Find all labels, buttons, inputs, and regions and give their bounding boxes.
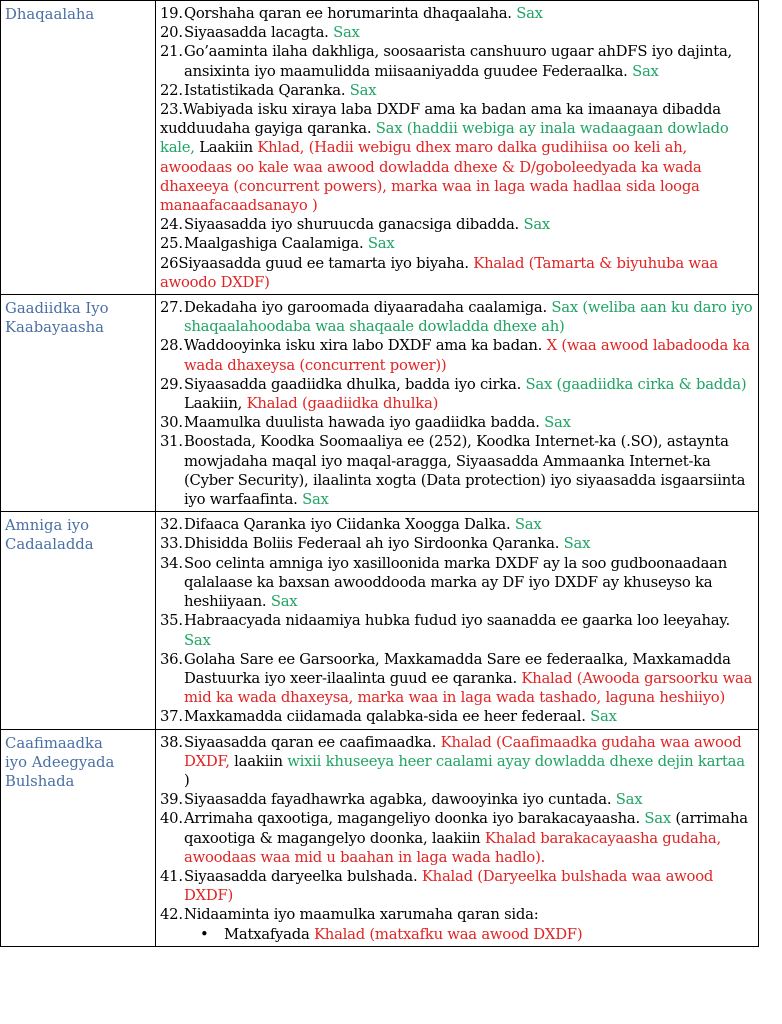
item-text xyxy=(184,733,754,791)
item-number: 27. xyxy=(160,299,188,317)
list-item xyxy=(160,534,754,553)
verdict-correct: Sax xyxy=(590,708,617,726)
list-item xyxy=(160,554,754,612)
list-item xyxy=(160,375,754,413)
item-text xyxy=(184,515,754,534)
verdict-correct: wixii khuseeya heer caalami ayay dowladda dhexe dejin kartaa xyxy=(287,752,745,770)
item-number: 28. xyxy=(160,337,183,355)
item-number: 21. xyxy=(160,43,188,61)
verdict-incorrect: Khalad barakacayaasha gudaha, awoodaas waa mid u baahan in laga wada hadlo). xyxy=(184,829,721,866)
verdict-incorrect: Khlad, (Hadii webigu dhex maro dalka gudihiisa oo keli ah, awoodaas oo kale waa awood dowladda dhexe & D/goboleedyada ka wada dhaxeeya (concurrent powers), marka waa in laga wada hadlaa sida looga manaafacaadsanayo ) xyxy=(160,139,702,215)
list-item xyxy=(160,42,754,80)
item-number: 38. xyxy=(160,733,183,751)
list-item xyxy=(160,611,754,649)
item-text-segment: Go’aaminta ilaha dakhliga, soosaarista canshuuro ugaar ahDFS iyo dajinta, ansixinta iyo maamulidda miisaaniyadda guudee Federaalka. xyxy=(184,43,732,80)
item-text-segment: Nidaaminta iyo maamulka xarumaha qaran sida: xyxy=(184,906,539,924)
category-cell xyxy=(1,1,156,295)
item-text xyxy=(184,4,754,23)
item-text-segment: Soo celinta amniga iyo xasilloonida marka DXDF ay la soo gudboonaadaan qalalaase ka baxsan awooddooda marka ay DF iyo DXDF ay khuseyso ka heshiiyaan. xyxy=(184,554,728,611)
item-number: 34. xyxy=(160,554,183,572)
item-text-segment: Siyaasadda gaadiidka dhulka, badda iyo cirka. xyxy=(184,375,526,393)
item-text xyxy=(184,336,754,374)
item-number: 26 xyxy=(160,254,179,272)
item-text xyxy=(184,809,754,867)
list-item xyxy=(160,100,754,215)
verdict-correct: Sax xyxy=(523,216,551,234)
item-text-segment: Waddooyinka isku xira labo DXDF ama ka badan. xyxy=(184,337,547,355)
item-number: 35. xyxy=(160,612,188,630)
items-cell xyxy=(156,1,759,295)
category-label: Dhaqaalaha xyxy=(5,6,95,23)
verdict-correct: Sax xyxy=(302,491,329,509)
list-item xyxy=(160,515,754,534)
category-label: iyo Adeegyada xyxy=(5,753,115,771)
item-number: 37. xyxy=(160,708,188,726)
item-text xyxy=(184,650,754,708)
item-number: 41. xyxy=(160,867,188,885)
item-number: 30. xyxy=(160,414,183,432)
item-text xyxy=(184,413,754,432)
item-text-segment: Habraacyada nidaamiya hubka fudud iyo saanadda ee gaarka loo leeyahay. xyxy=(184,612,730,630)
list-item xyxy=(160,413,754,432)
bullet-text xyxy=(224,925,754,944)
verdict-correct: Sax (weliba aan ku daro iyo shaqaalahoodaba waa shaqaale dowladda dhexe ah) xyxy=(184,299,753,336)
item-number: 31. xyxy=(160,433,188,451)
verdict-correct: Sax xyxy=(544,414,571,432)
bullet-item xyxy=(160,925,754,944)
item-number: 25. xyxy=(160,235,183,253)
list-item xyxy=(160,234,754,253)
verdict-correct: Sax xyxy=(516,5,543,22)
item-text-segment: Matxafyada xyxy=(224,925,314,943)
item-text xyxy=(184,298,754,336)
item-text xyxy=(184,234,754,253)
verdict-incorrect: Khalad (matxafku waa awood DXDF) xyxy=(314,925,583,943)
section-row xyxy=(1,512,759,729)
item-number: 24. xyxy=(160,216,183,234)
item-text xyxy=(160,254,754,292)
category-cell xyxy=(1,512,156,729)
item-text-segment: laakiin xyxy=(229,752,288,770)
verdict-correct: Sax xyxy=(270,593,298,611)
category-label: Cadaaladda xyxy=(5,536,94,554)
item-number: 40. xyxy=(160,810,183,828)
item-text-segment: Qorshaha qaran ee horumarinta dhaqaalaha. xyxy=(184,5,517,22)
verdict-incorrect: Khalad (Tamarta & biyuhuba waa awoodo DXDF) xyxy=(160,254,718,291)
list-item xyxy=(160,336,754,374)
item-text xyxy=(184,23,754,42)
item-text xyxy=(184,534,754,553)
item-text-segment: Maalgashiga Caalamiga. xyxy=(184,235,368,253)
list-item xyxy=(160,809,754,867)
item-text-segment: Siyaasadda qaran ee caafimaadka. xyxy=(184,733,441,751)
item-number: 19. xyxy=(160,5,183,22)
verdict-incorrect: X (waa awood labadooda ka wada dhaxeysa (concurrent power)) xyxy=(184,337,750,374)
item-text-segment: Maamulka duulista hawada iyo gaadiidka badda. xyxy=(184,414,545,432)
category-label: Amniga iyo xyxy=(5,517,89,535)
list-item xyxy=(160,4,754,23)
item-text xyxy=(184,611,754,649)
verdict-correct: Sax xyxy=(644,810,671,828)
item-text xyxy=(160,100,754,215)
item-number: 33. xyxy=(160,535,183,553)
verdict-correct: Sax xyxy=(349,81,377,99)
item-text-segment: Siyaasadda iyo shuruucda ganacsiga dibadda. xyxy=(184,216,524,234)
item-text-segment: Laakiin, xyxy=(184,395,247,413)
item-text-segment: Laakiin xyxy=(194,139,258,157)
item-text-segment: Siyaasadda fayadhawrka agabka, dawooyinka iyo cuntada. xyxy=(184,791,616,809)
verdict-correct: Sax xyxy=(333,24,360,42)
items-cell xyxy=(156,295,759,512)
category-label: Caafimaadka xyxy=(5,734,103,752)
list-item xyxy=(160,298,754,336)
item-text-segment: Istatistikada Qaranka. xyxy=(184,81,350,99)
item-text xyxy=(184,432,754,509)
item-number: 22. xyxy=(160,81,183,99)
list-item xyxy=(160,733,754,791)
item-text xyxy=(184,790,754,809)
list-item xyxy=(160,867,754,905)
list-item xyxy=(160,707,754,726)
item-text-segment: Boostada, Koodka Soomaaliya ee (252), Koodka Internet-ka (.SO), astaynta mowjadaha maqal iyo maqal-aragga, Siyaasadda Ammaanka Internet-ka (Cyber Security), ilaalinta xogta (Data protection) iyo siyaasadda isgaarsiinta iyo warfaafinta. xyxy=(184,433,746,509)
list-item xyxy=(160,650,754,708)
verdict-correct: Sax xyxy=(615,791,643,809)
verdict-incorrect: Khalad (Caafimaadka gudaha waa awood DXDF, xyxy=(184,733,742,770)
category-cell xyxy=(1,295,156,512)
category-cell xyxy=(1,729,156,946)
category-label: Gaadiidka Iyo xyxy=(5,300,109,318)
item-text-segment: Dhisidda Boliis Federaal ah iyo Sirdoonka Qaranka. xyxy=(184,535,564,553)
items-cell xyxy=(156,512,759,729)
verdict-correct: Sax (gaadiidka cirka & badda) xyxy=(525,375,747,393)
item-text-segment: Maxkamadda ciidamada qalabka-sida ee heer federaal. xyxy=(184,708,591,726)
item-text-segment: Siyaasadda daryeelka bulshada. xyxy=(184,867,422,885)
item-text-segment: (arrimaha qaxootiga & magangelyo doonka, laakiin xyxy=(184,810,748,847)
item-text-segment: ) xyxy=(184,771,190,789)
section-row xyxy=(1,295,759,512)
item-text xyxy=(184,554,754,612)
verdict-incorrect: Khalad (Awooda garsoorku waa mid ka wada dhaxeysa, marka waa in laga wada tashado, laguna heshiiyo) xyxy=(184,669,753,707)
verdict-correct: Sax xyxy=(184,631,211,649)
list-item xyxy=(160,905,754,924)
item-text xyxy=(184,215,754,234)
section-row xyxy=(1,1,759,295)
items-cell xyxy=(156,729,759,946)
item-text-segment: Siyaasadda guud ee tamarta iyo biyaha. xyxy=(178,254,474,272)
item-text xyxy=(184,375,754,413)
list-item xyxy=(160,790,754,809)
item-number: 32. xyxy=(160,516,183,534)
list-item xyxy=(160,23,754,42)
item-text xyxy=(184,867,754,905)
item-text xyxy=(184,42,754,80)
list-item xyxy=(160,254,754,292)
item-text xyxy=(184,707,754,726)
verdict-correct: Sax xyxy=(514,516,542,534)
item-number: 42. xyxy=(160,906,183,924)
item-text-segment: Arrimaha qaxootiga, magangeliyo doonka iyo barakacayaasha. xyxy=(184,810,645,828)
verdict-incorrect: Khalad (gaadiidka dhulka) xyxy=(246,395,439,413)
item-text-segment: Difaaca Qaranka iyo Ciidanka Xoogga Dalka. xyxy=(184,516,515,534)
verdict-incorrect: Khalad (Daryeelka bulshada waa awood DXDF) xyxy=(184,867,714,905)
verdict-correct: Sax (haddii webiga ay inala wadaagaan dowlado kale, xyxy=(160,120,729,157)
item-number: 20. xyxy=(160,24,183,42)
item-text xyxy=(184,81,754,100)
bullet-dot: • xyxy=(200,925,209,943)
verdict-correct: Sax xyxy=(563,535,591,553)
list-item xyxy=(160,432,754,509)
list-item xyxy=(160,81,754,100)
item-number: 39. xyxy=(160,791,183,809)
item-text-segment: Golaha Sare ee Garsoorka, Maxkamadda Sare ee federaalka, Maxkamadda Dastuurka iyo xeer-ilaalinta guud ee qaranka. xyxy=(184,650,731,687)
category-label: Bulshada xyxy=(5,772,75,790)
category-label: Kaabayaasha xyxy=(5,319,104,337)
verdict-correct: Sax xyxy=(632,62,659,80)
item-number: 23. xyxy=(160,101,183,119)
item-number: 36. xyxy=(160,650,183,668)
item-text xyxy=(184,905,754,924)
item-text-segment: Siyaasadda lacagta. xyxy=(184,24,334,42)
item-text-segment: Dekadaha iyo garoomada diyaaradaha caalamiga. xyxy=(184,299,552,317)
item-text-segment: Wabiyada isku xiraya laba DXDF ama ka badan ama ka imaanaya dibadda xudduudaha gayiga qaranka. xyxy=(160,101,721,138)
verdict-correct: Sax xyxy=(367,235,395,253)
section-row xyxy=(1,729,759,946)
item-number: 29. xyxy=(160,375,183,393)
list-item xyxy=(160,215,754,234)
